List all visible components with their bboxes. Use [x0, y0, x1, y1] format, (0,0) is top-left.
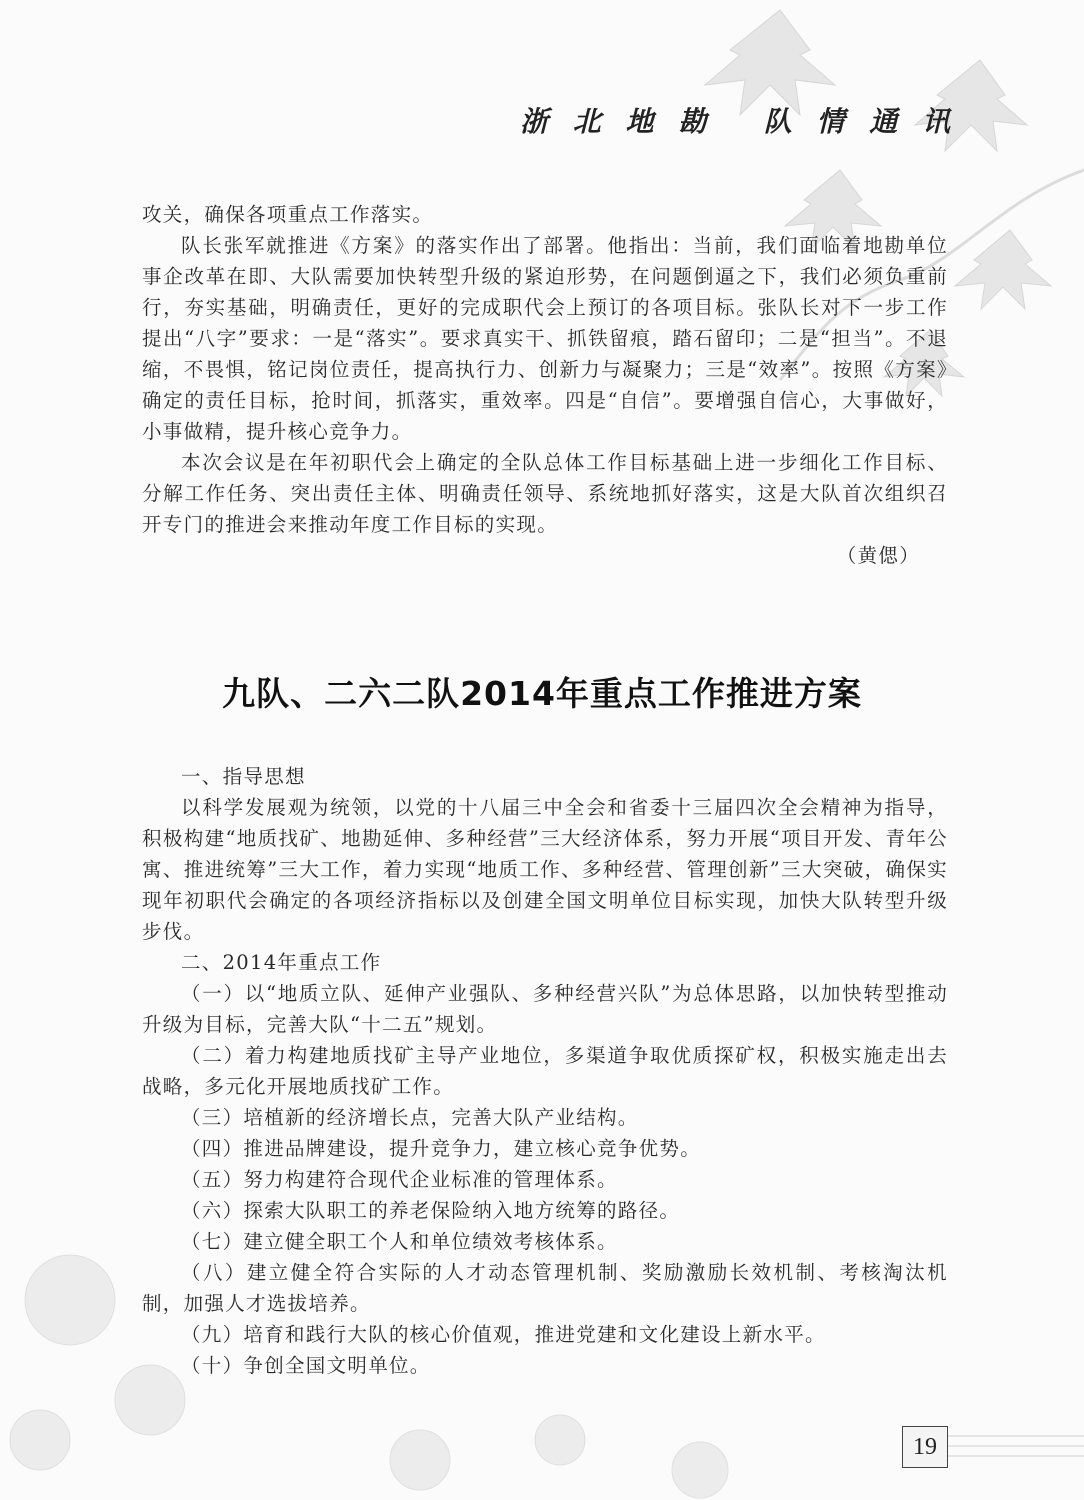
list-item: （五）努力构建符合现代企业标准的管理体系。 [181, 1168, 618, 1191]
list-item: （一）以“地质立队、延伸产业强队、多种经营兴队”为总体思路，以加快转型推动升级为目标，完善大队“十二五”规划。 [142, 982, 948, 1036]
flower-decoration [672, 1442, 728, 1498]
header-char: 勘 [678, 105, 707, 138]
page-number: 19 [902, 1426, 948, 1468]
list-item: （二）着力构建地质找矿主导产业地位，多渠道争取优质探矿权，积极实施走出去战略，多元化开展地质找矿工作。 [142, 1044, 948, 1098]
paragraph: 攻关，确保各项重点工作落实。 [142, 203, 434, 226]
header-char: 情 [816, 105, 845, 138]
flower-decoration [25, 1255, 115, 1345]
article-title: 九队、二六二队2014年重点工作推进方案 [222, 674, 862, 713]
header-char: 北 [572, 105, 601, 138]
section-heading: 二、2014年重点工作 [181, 951, 382, 974]
author-credit: （黄偲） [836, 544, 920, 567]
list-item: （八）建立健全符合实际的人才动态管理机制、奖励激励长效机制、考核淘汰机制，加强人才选拔培养。 [142, 1261, 948, 1315]
article-body [142, 761, 948, 1381]
list-item: （七）建立健全职工个人和单位绩效考核体系。 [181, 1230, 618, 1253]
paragraph: 以科学发展观为统领，以党的十八届三中全会和省委十三届四次全会精神为指导，积极构建“地质找矿、地勘延伸、多种经营”三大经济体系，努力开展“项目开发、青年公寓、推进统筹”三大工作，着力实现“地质工作、多种经营、管理创新”三大突破，确保实现年初职代会确定的各项经济指标以及创建全国文明单位目标实现，加快大队转型升级步伐。 [142, 796, 948, 943]
list-item: （六）探索大队职工的养老保险纳入地方统筹的路径。 [181, 1199, 681, 1222]
flower-decoration [390, 1430, 450, 1490]
paragraph: 本次会议是在年初职代会上确定的全队总体工作目标基础上进一步细化工作目标、分解工作任务、突出责任主体、明确责任领导、系统地抓好落实，这是大队首次组织召开专门的推进会来推动年度工作目标的实现。 [142, 451, 948, 536]
list-item: （四）推进品牌建设，提升竞争力，建立核心竞争优势。 [181, 1137, 702, 1160]
top-section [142, 199, 948, 571]
journal-header-title [520, 98, 950, 142]
list-item: （十）争创全国文明单位。 [181, 1354, 431, 1377]
list-item: （三）培植新的经济增长点，完善大队产业结构。 [181, 1106, 639, 1129]
flower-decoration [535, 1415, 585, 1465]
page-number-bar [948, 1436, 1084, 1456]
list-item: （九）培育和践行大队的核心价值观，推进党建和文化建设上新水平。 [181, 1323, 826, 1346]
section-heading: 一、指导思想 [181, 765, 306, 788]
paragraph: 队长张军就推进《方案》的落实作出了部署。他指出：当前，我们面临着地勘单位事企改革在即、大队需要加快转型升级的紧迫形势，在问题倒逼之下，我们必须负重前行，夯实基础，明确责任，更好的完成职代会上预订的各项目标。张队长对下一步工作提出“八字”要求：一是“落实”。要求真实干、抓铁留痕，踏石留印；二是“担当”。不退缩，不畏惧，铭记岗位责任，提高执行力、创新力与凝聚力；三是“效率”。按照《方案》确定的责任目标，抢时间，抓落实，重效率。四是“自信”。要增强自信心，大事做好，小事做精，提升核心竞争力。 [142, 234, 948, 443]
header-char: 讯 [921, 105, 950, 138]
header-char: 队 [763, 105, 792, 138]
header-char: 地 [625, 105, 654, 138]
flower-decoration [10, 1410, 70, 1470]
header-char: 浙 [520, 105, 549, 138]
header-char: 通 [869, 105, 898, 138]
leaf-decoration [955, 230, 1051, 309]
